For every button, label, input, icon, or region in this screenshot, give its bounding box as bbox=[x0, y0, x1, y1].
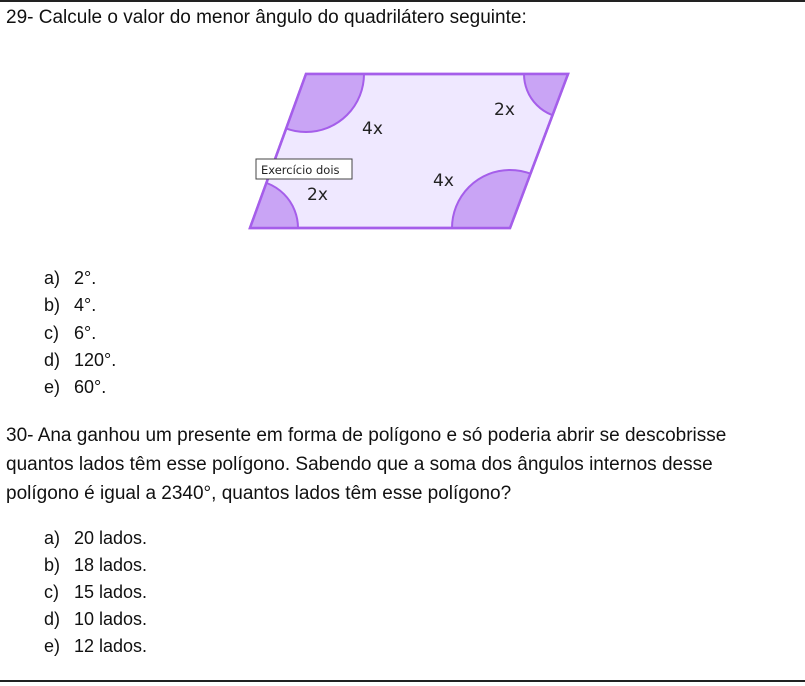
q29-option-b bbox=[44, 294, 96, 316]
option-text: 20 lados. bbox=[74, 528, 148, 548]
option-text: 6°. bbox=[74, 323, 97, 343]
option-letter: d) bbox=[44, 609, 61, 629]
angle-label-bottom-right: 4x bbox=[433, 171, 454, 191]
option-text: 2°. bbox=[74, 268, 97, 288]
q29-option-e bbox=[44, 376, 106, 398]
option-text: 18 lados. bbox=[74, 555, 148, 575]
option-text: 12 lados. bbox=[74, 636, 148, 656]
q29-option-d bbox=[44, 349, 116, 371]
parallelogram-figure bbox=[240, 64, 580, 239]
q30-option-a bbox=[44, 527, 147, 549]
question-30-line: quantos lados têm esse polígono. Sabendo que a soma dos ângulos internos desse bbox=[6, 454, 713, 475]
q30-option-e bbox=[44, 635, 147, 657]
q30-option-d bbox=[44, 608, 147, 630]
option-letter: e) bbox=[44, 377, 61, 397]
option-text: 60°. bbox=[74, 377, 107, 397]
option-letter: b) bbox=[44, 555, 61, 575]
figure-label-text: Exercício dois bbox=[261, 163, 340, 177]
option-letter: a) bbox=[44, 268, 61, 288]
option-letter: c) bbox=[44, 582, 59, 602]
bottom-rule bbox=[0, 680, 805, 682]
question-30-line: 30- Ana ganhou um presente em forma de polígono e só poderia abrir se descobrisse bbox=[6, 425, 727, 446]
option-letter: a) bbox=[44, 528, 61, 548]
q29-option-c bbox=[44, 322, 96, 344]
question-30-text bbox=[6, 421, 801, 508]
option-letter: d) bbox=[44, 350, 61, 370]
angle-label-bottom-left: 2x bbox=[307, 185, 328, 205]
option-letter: c) bbox=[44, 323, 59, 343]
angle-label-top-right: 2x bbox=[494, 100, 515, 120]
option-text: 10 lados. bbox=[74, 609, 148, 629]
top-rule bbox=[0, 0, 805, 2]
question-30-line: polígono é igual a 2340°, quantos lados têm esse polígono? bbox=[6, 483, 512, 504]
question-29-title: 29- Calcule o valor do menor ângulo do quadrilátero seguinte: bbox=[6, 7, 527, 28]
option-letter: e) bbox=[44, 636, 61, 656]
q29-option-a bbox=[44, 267, 96, 289]
q30-option-c bbox=[44, 581, 147, 603]
option-text: 4°. bbox=[74, 295, 97, 315]
option-letter: b) bbox=[44, 295, 61, 315]
option-text: 120°. bbox=[74, 350, 117, 370]
option-text: 15 lados. bbox=[74, 582, 148, 602]
q30-option-b bbox=[44, 554, 147, 576]
angle-label-top-left: 4x bbox=[362, 119, 383, 139]
